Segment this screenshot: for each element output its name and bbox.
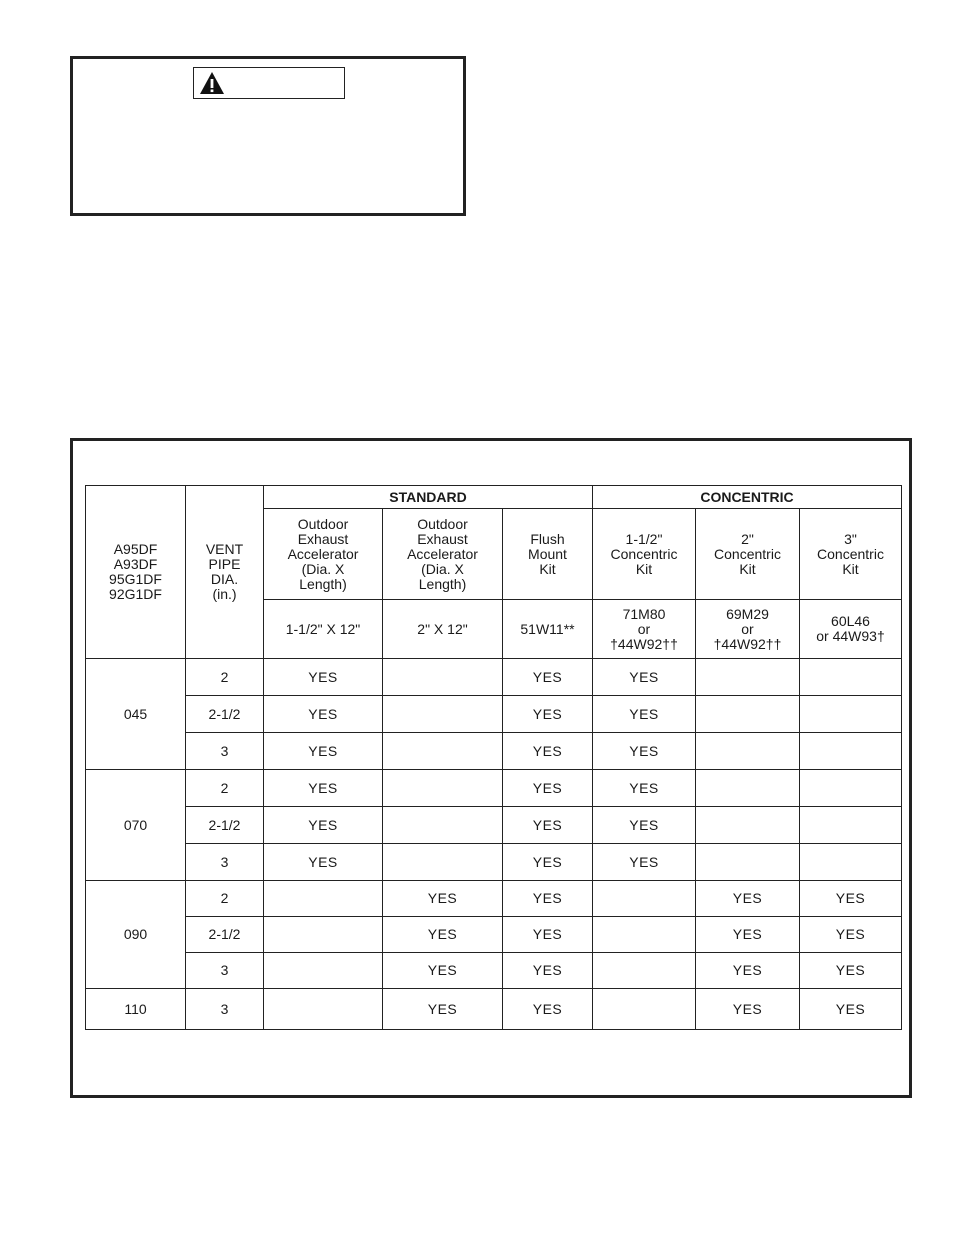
vent-pipe-cell: 2 [186,770,264,807]
kit-part-cell [800,600,902,659]
model-size-cell: 110 [86,989,186,1030]
kit-part-line: or [741,620,754,637]
table-row [86,659,902,696]
kit-name-line: 2" [741,530,754,547]
compatibility-cell: YES [264,807,383,844]
vent-pipe-cell: 3 [186,844,264,881]
compatibility-cell: YES [264,659,383,696]
kit-part-line: †44W92†† [713,635,782,652]
vent-pipe-header-line: PIPE [208,556,241,572]
warning-box [70,56,466,216]
kit-name-line: Accelerator [287,545,359,562]
kit-name-line: 3" [844,530,857,547]
kit-name-line: (Dia. X [421,560,464,577]
table-row [86,989,902,1030]
compatibility-cell: YES [383,953,503,989]
model-header-line: 95G1DF [109,571,162,587]
compatibility-cell: YES [503,917,593,953]
kit-part-cell [696,600,800,659]
kit-part-line: or [637,620,651,637]
compatibility-cell [593,989,696,1030]
kit-part-line: 1-1/2" X 12" [285,620,361,637]
vent-pipe-cell: 3 [186,989,264,1030]
compatibility-cell [264,989,383,1030]
compatibility-cell: YES [696,917,800,953]
kit-part-line: †44W92†† [610,635,678,652]
kit-name-line: Outdoor [417,515,468,532]
compatibility-cell: YES [593,844,696,881]
vent-pipe-cell: 2-1/2 [186,917,264,953]
table-row [86,953,902,989]
vent-pipe-header-line: VENT [205,541,244,557]
compatibility-cell: YES [593,733,696,770]
kit-name-line: Exhaust [297,530,349,547]
model-header-line: A93DF [113,556,158,572]
compatibility-cell [593,881,696,917]
model-size-cell: 070 [86,770,186,881]
compatibility-cell [800,844,902,881]
kit-name-line: Kit [539,560,556,577]
compatibility-cell [383,807,503,844]
compatibility-cell [383,733,503,770]
compatibility-cell: YES [503,807,593,844]
vent-pipe-header-line: DIA. [210,571,239,587]
model-header-cell [86,486,186,659]
vent-pipe-header-line: (in.) [212,586,237,602]
compatibility-cell: YES [593,770,696,807]
compatibility-cell [800,807,902,844]
model-size-cell: 090 [86,881,186,989]
kit-name-line: Accelerator [407,545,478,562]
compatibility-cell [800,770,902,807]
compatibility-cell [383,844,503,881]
warning-icon [199,71,225,95]
compatibility-cell: YES [503,733,593,770]
kit-part-cell [503,600,593,659]
kit-name-line: Exhaust [417,530,468,547]
compatibility-cell: YES [800,989,902,1030]
table-row [86,770,902,807]
table-row [86,807,902,844]
kit-name-line: Kit [842,560,859,577]
compatibility-cell [696,733,800,770]
vent-pipe-cell: 3 [186,953,264,989]
compatibility-cell [264,917,383,953]
compatibility-cell [696,844,800,881]
kit-part-line: 71M80 [622,605,666,622]
model-header-line: A95DF [113,541,158,557]
compatibility-cell [696,807,800,844]
kit-name-line: Kit [635,560,653,577]
compatibility-cell: YES [593,659,696,696]
kit-part-line: 2" X 12" [417,620,468,637]
compatibility-cell: YES [383,917,503,953]
kit-name-line: Outdoor [297,515,349,532]
kit-part-cell [264,600,383,659]
kit-name-line: (Dia. X [301,560,345,577]
table-row [86,696,902,733]
compatibility-cell [800,659,902,696]
model-header-line: 92G1DF [109,586,162,602]
kit-name-cell [264,509,383,600]
compatibility-cell [800,733,902,770]
vent-pipe-cell: 2 [186,659,264,696]
compatibility-cell [383,659,503,696]
kit-name-line: Kit [739,560,756,577]
kit-name-line: Concentric [610,545,678,562]
table-row [86,917,902,953]
kit-part-line: 51W11** [520,620,575,637]
kit-name-line: 1-1/2" [625,530,663,547]
vent-pipe-header-cell [186,486,264,659]
kit-name-line: Mount [528,545,567,562]
kit-part-line: or 44W93† [816,628,885,644]
compatibility-cell: YES [503,696,593,733]
vent-kit-table [85,485,902,1030]
kit-name-cell [800,509,902,600]
kit-part-line: 60L46 [831,613,870,629]
compatibility-cell [593,953,696,989]
compatibility-cell [800,696,902,733]
kit-name-line: Flush [530,530,565,547]
table-row [86,844,902,881]
compatibility-cell [696,770,800,807]
compatibility-cell [593,917,696,953]
table-row [86,881,902,917]
compatibility-cell: YES [696,881,800,917]
kit-name-cell [503,509,593,600]
kit-part-cell [593,600,696,659]
vent-pipe-cell: 2 [186,881,264,917]
compatibility-cell: YES [383,881,503,917]
compatibility-cell: YES [503,989,593,1030]
table-row [86,733,902,770]
compatibility-cell: YES [264,844,383,881]
compatibility-cell: YES [264,696,383,733]
compatibility-cell [383,696,503,733]
compatibility-cell: YES [593,807,696,844]
kit-name-cell [383,509,503,600]
compatibility-cell: YES [503,881,593,917]
kit-name-line: Length) [418,575,467,592]
compatibility-cell: YES [264,770,383,807]
kit-name-line: Length) [299,575,347,592]
compatibility-cell [383,770,503,807]
vent-pipe-cell: 3 [186,733,264,770]
compatibility-cell: YES [264,733,383,770]
compatibility-cell: YES [383,989,503,1030]
compatibility-cell: YES [800,953,902,989]
compatibility-cell: YES [503,770,593,807]
compatibility-cell [696,696,800,733]
kit-name-line: Concentric [817,545,884,562]
vent-pipe-cell: 2-1/2 [186,696,264,733]
header-row-groups [86,486,902,509]
compatibility-cell: YES [503,953,593,989]
kit-part-line: 69M29 [726,605,769,622]
vent-pipe-cell: 2-1/2 [186,807,264,844]
kit-name-cell [696,509,800,600]
model-size-cell: 045 [86,659,186,770]
compatibility-cell: YES [800,917,902,953]
compatibility-cell: YES [593,696,696,733]
standard-group-header: STANDARD [264,486,593,509]
kit-name-cell [593,509,696,600]
warning-header [193,67,345,99]
concentric-group-header: CONCENTRIC [593,486,902,509]
compatibility-cell [696,659,800,696]
compatibility-cell [264,953,383,989]
compatibility-cell: YES [696,989,800,1030]
compatibility-cell [264,881,383,917]
kit-name-line: Concentric [714,545,781,562]
compatibility-cell: YES [696,953,800,989]
kit-part-cell [383,600,503,659]
compatibility-cell: YES [503,844,593,881]
compatibility-cell: YES [503,659,593,696]
compatibility-cell: YES [800,881,902,917]
